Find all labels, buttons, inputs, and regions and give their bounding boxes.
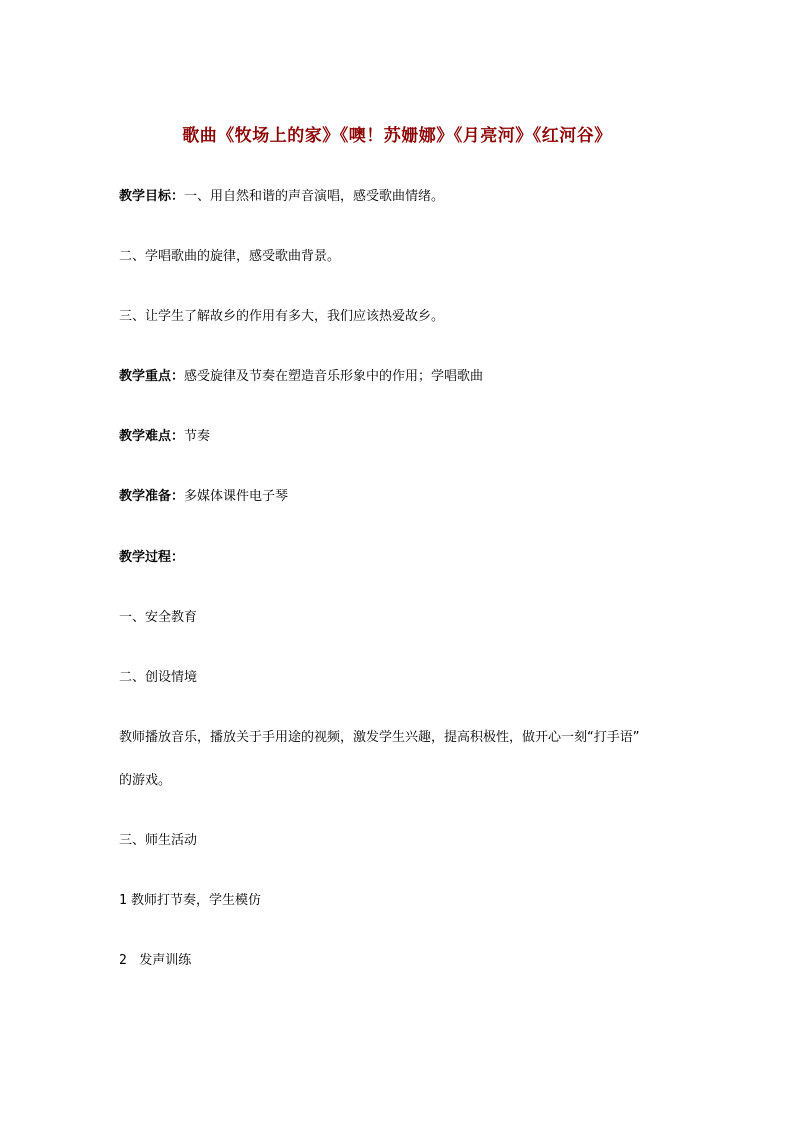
keypoints-line [119,368,483,386]
difficulty-text: 节奏 [184,429,211,444]
objective-1-text: 一、用自然和谐的声音演唱，感受歌曲情绪。 [184,189,445,204]
preparation-label: 教学准备： [119,489,185,504]
document-title: 歌曲《牧场上的家》《噢！苏姗娜》《月亮河》《红河谷》 [182,126,612,146]
step-3-line: 三、师生活动 [119,833,198,848]
keypoints-label: 教学重点： [119,369,185,384]
activity-2-text: 发声训练 [139,953,192,968]
activity-2-number: 2 [119,953,127,968]
objectives-line [119,188,444,206]
difficulty-label: 教学难点： [119,429,185,444]
objectives-label: 教学目标： [119,189,185,204]
preparation-text: 多媒体课件电子琴 [184,489,289,504]
keypoints-text: 感受旋律及节奏在塑造音乐形象中的作用；学唱歌曲 [184,369,484,384]
step-2-line: 二、创设情境 [119,670,198,685]
step-1-line: 一、安全教育 [119,610,198,625]
objective-3-line: 三、让学生了解故乡的作用有多大，我们应该热爱故乡。 [119,309,445,324]
step-2-paragraph-line2: 的游戏。 [119,773,172,788]
activity-1-number: 1 [119,893,127,908]
activity-1-line [119,892,261,910]
objective-2-line: 二、学唱歌曲的旋律，感受歌曲背景。 [119,249,341,264]
process-line [119,549,184,567]
preparation-line [119,488,288,506]
difficulty-line [119,428,210,446]
process-label: 教学过程： [119,550,185,565]
step-2-paragraph-line1: 教师播放音乐，播放关于手用途的视频，激发学生兴趣，提高积极性，做开心一刻“打手语” [119,730,640,745]
activity-2-line [119,952,191,970]
activity-1-text: 教师打节奏，学生模仿 [130,893,261,908]
